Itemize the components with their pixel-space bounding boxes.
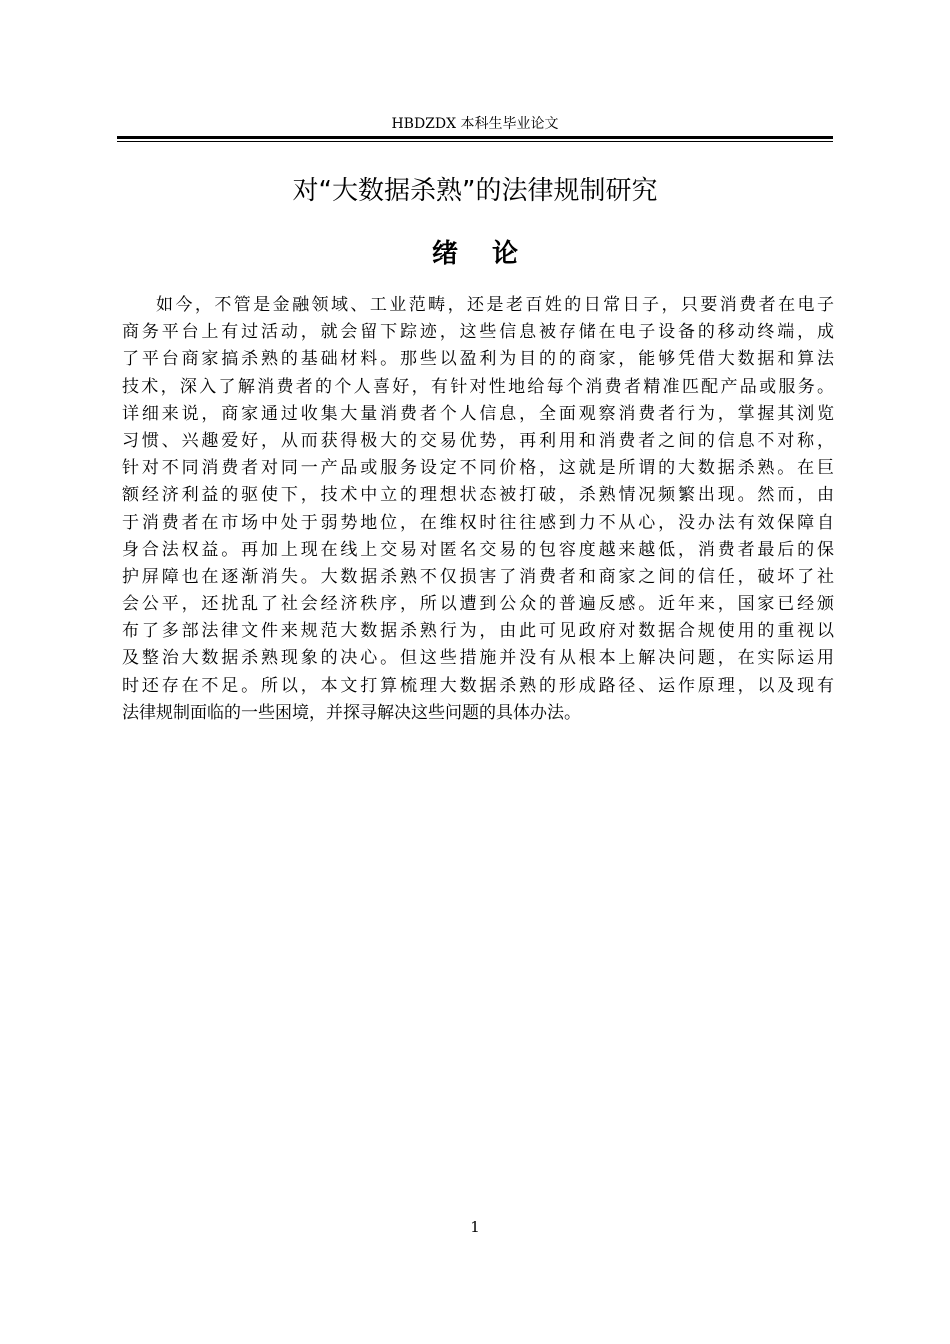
paragraph-line: 了平台商家搞杀熟的基础材料。那些以盈利为目的的商家，能够凭借大数据和算法 [122, 349, 834, 370]
running-header: HBDZDX 本科生毕业论文 [391, 116, 559, 132]
paragraph-line: 习惯、兴趣爱好，从而获得极大的交易优势，再利用和消费者之间的信息不对称， [122, 430, 834, 451]
introduction-paragraph [122, 292, 834, 727]
paragraph-line: 布了多部法律文件来规范大数据杀熟行为，由此可见政府对数据合规使用的重视以 [122, 621, 834, 642]
paragraph-line: 针对不同消费者对同一产品或服务设定不同价格，这就是所谓的大数据杀熟。在巨 [122, 458, 834, 479]
paper-title: 对“大数据杀熟”的法律规制研究 [292, 176, 658, 206]
paragraph-line: 详细来说，商家通过收集大量消费者个人信息，全面观察消费者行为，掌握其浏览 [122, 403, 834, 424]
paragraph-line: 技术，深入了解消费者的个人喜好，有针对性地给每个消费者精准匹配产品或服务。 [122, 376, 834, 397]
page-number: 1 [470, 1218, 480, 1236]
header-rule-thick [117, 136, 833, 139]
paragraph-line: 及整治大数据杀熟现象的决心。但这些措施并没有从根本上解决问题，在实际运用 [122, 648, 834, 669]
paragraph-line: 如今，不管是金融领域、工业范畴，还是老百姓的日常日子，只要消费者在电子 [156, 295, 834, 315]
paragraph-line: 额经济利益的驱使下，技术中立的理想状态被打破，杀熟情况频繁出现。然而，由 [122, 485, 834, 506]
paragraph-line: 于消费者在市场中处于弱势地位，在维权时往往感到力不从心，没办法有效保障自 [122, 512, 834, 533]
paragraph-line: 法律规制面临的一些困境，并探寻解决这些问题的具体办法。 [122, 702, 581, 723]
paragraph-line: 身合法权益。再加上现在线上交易对匿名交易的包容度越来越低，消费者最后的保 [122, 539, 834, 560]
paragraph-line: 护屏障也在逐渐消失。大数据杀熟不仅损害了消费者和商家之间的信任，破坏了社 [122, 566, 834, 587]
paragraph-line: 会公平，还扰乱了社会经济秩序，所以遭到公众的普遍反感。近年来，国家已经颁 [122, 594, 834, 615]
paragraph-line: 商务平台上有过活动，就会留下踪迹，这些信息被存储在电子设备的移动终端，成 [122, 322, 834, 343]
paragraph-line: 时还存在不足。所以，本文打算梳理大数据杀熟的形成路径、运作原理，以及现有 [122, 675, 834, 696]
section-heading: 绪论 [431, 239, 552, 269]
header-rule-thin [117, 141, 833, 142]
